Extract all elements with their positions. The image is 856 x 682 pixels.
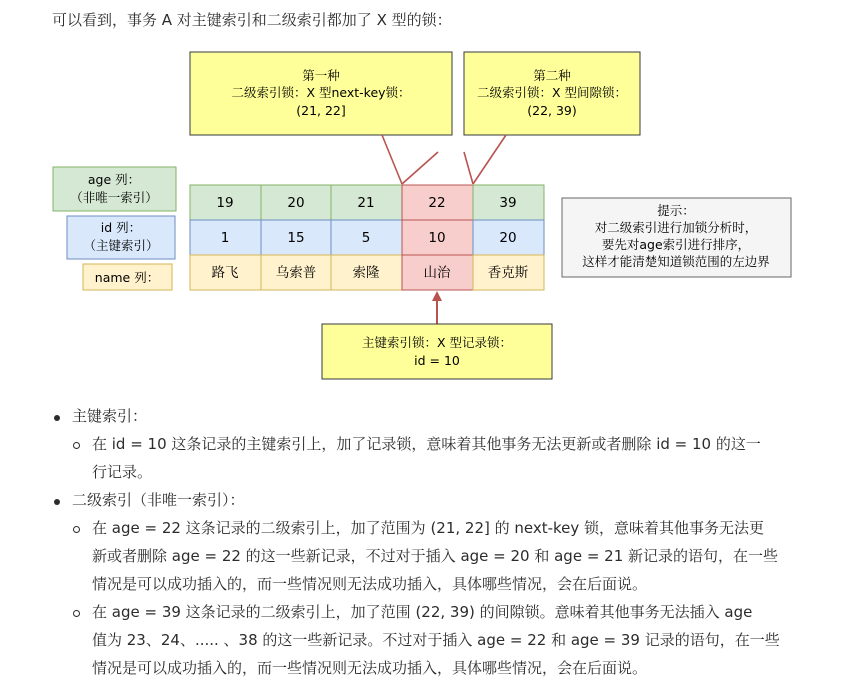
bullet-age22-detail-line: 情况是可以成功插入的，而一些情况则无法成功插入，具体哪些情况，会在后面说。: [92, 575, 648, 593]
bullet-age22-detail-line: 在 age = 22 这条记录的二级索引上，加了范围为 (21, 22] 的 next-key 锁，意味着其他事务无法更: [92, 519, 765, 537]
id-cell: 1: [220, 230, 230, 246]
id-cell: 10: [428, 230, 446, 246]
svg-text:第二种: 第二种: [533, 68, 571, 83]
svg-text:age 列：: age 列：: [87, 172, 141, 187]
tip-box: [562, 198, 791, 277]
name-row: [190, 255, 544, 290]
svg-text:(21, 22]: (21, 22]: [296, 103, 346, 118]
bullet-dot: [54, 499, 60, 505]
row-label-name: [83, 264, 172, 290]
svg-text:这样才能清楚知道锁范围的左边界: 这样才能清楚知道锁范围的左边界: [582, 254, 770, 269]
svg-text:name 列：: name 列：: [94, 270, 160, 285]
svg-text:对二级索引进行加锁分析时，: 对二级索引进行加锁分析时，: [594, 220, 758, 235]
name-cell: 索隆: [352, 265, 380, 281]
svg-text:(22, 39): (22, 39): [527, 103, 577, 118]
bullet-age39-detail-line: 值为 23、24、..... 、38 的这一些新记录。不过对于插入 age = 22 和 age = 39 记录的语句，在一些: [92, 631, 780, 649]
intro-text: 可以看到，事务 A 对主键索引和二级索引都加了 X 型的锁：: [52, 11, 452, 29]
bullet-age39-detail-line: 在 age = 39 这条记录的二级索引上，加了范围 (22, 39) 的间隙锁。意味着其他事务无法插入 age: [92, 603, 753, 621]
record-lock-arrow: [432, 291, 442, 324]
callout-gap-lock: [464, 52, 640, 135]
svg-text:（主键索引）: （主键索引）: [83, 238, 159, 253]
svg-text:第一种: 第一种: [302, 68, 340, 83]
sub-bullet-ring: [73, 526, 80, 533]
callout-next-key-lock: [190, 52, 452, 135]
bullet-age22-detail-line: 新或者删除 age = 22 的这一些新记录，不过对于插入 age = 20 和 age = 21 新记录的语句，在一些: [92, 547, 779, 565]
svg-text:二级索引锁：X 型间隙锁：: 二级索引锁：X 型间隙锁：: [476, 85, 628, 100]
age-cell: 19: [216, 195, 234, 211]
sub-bullet-ring: [73, 610, 80, 617]
bullet-primary-detail-line: 在 id = 10 这条记录的主键索引上，加了记录锁，意味着其他事务无法更新或者删除 id = 10 的这一: [92, 435, 761, 453]
row-label-id: [67, 216, 175, 259]
svg-text:提示：: 提示：: [657, 203, 695, 218]
row-label-age: [53, 167, 176, 211]
callout-record-lock: [322, 324, 552, 379]
svg-text:主键索引锁：X 型记录锁：: 主键索引锁：X 型记录锁：: [361, 335, 513, 350]
age-cell: 39: [499, 195, 517, 211]
id-cell: 15: [287, 230, 305, 246]
bullet-dot: [54, 415, 60, 421]
id-row: [190, 220, 544, 255]
age-row: [190, 185, 544, 220]
callout-arrows: [382, 135, 506, 184]
bullet-primary-detail-line: 行记录。: [92, 463, 153, 481]
name-cell: 山治: [423, 265, 451, 281]
svg-text:id = 10: id = 10: [414, 353, 460, 368]
svg-text:（非唯一索引）: （非唯一索引）: [70, 190, 158, 205]
bullet-secondary-index: 二级索引（非唯一索引）：: [72, 491, 245, 509]
svg-text:id 列：: id 列：: [100, 220, 142, 235]
svg-text:二级索引锁：X 型next-key锁：: 二级索引锁：X 型next-key锁：: [231, 85, 411, 100]
age-cell: 22: [428, 195, 446, 211]
bullet-primary-index: 主键索引：: [72, 407, 148, 425]
age-cell: 20: [287, 195, 305, 211]
svg-text:要先对age索引进行排序，: 要先对age索引进行排序，: [601, 237, 751, 252]
name-cell: 路飞: [211, 265, 239, 281]
id-cell: 5: [361, 230, 371, 246]
id-cell: 20: [499, 230, 517, 246]
bullet-age39-detail-line: 情况是可以成功插入的，而一些情况则无法成功插入，具体哪些情况，会在后面说。: [92, 659, 648, 677]
name-cell: 乌索普: [275, 265, 317, 281]
name-cell: 香克斯: [487, 265, 529, 281]
age-cell: 21: [357, 195, 375, 211]
sub-bullet-ring: [73, 442, 80, 449]
